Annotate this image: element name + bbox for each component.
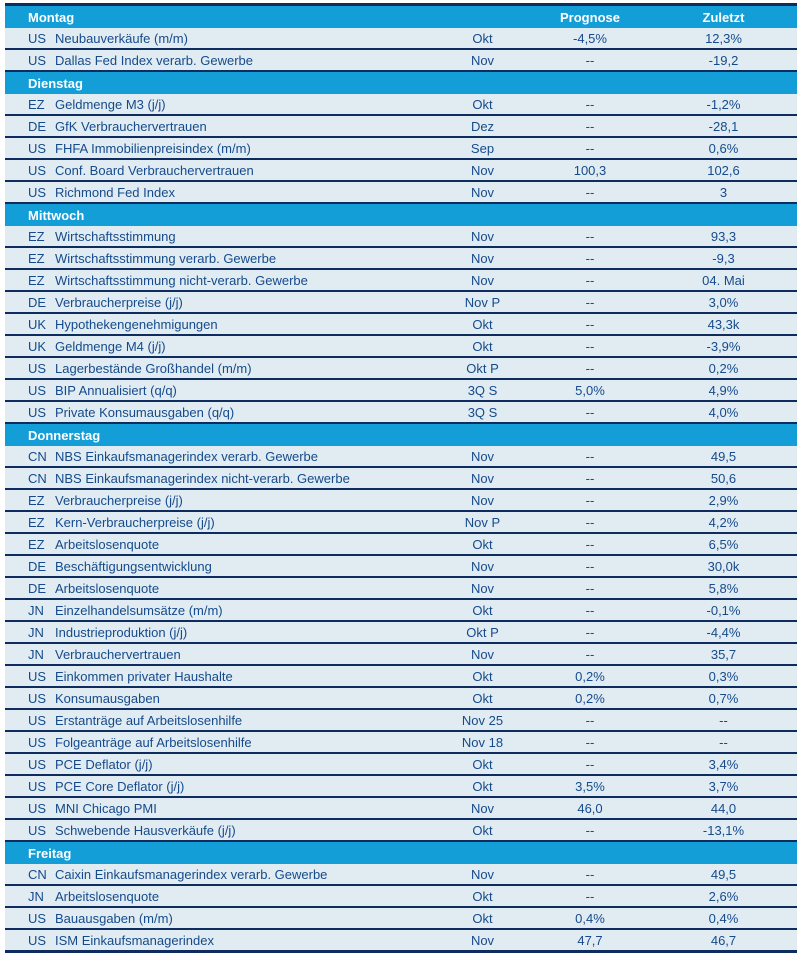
- table-row: [5, 50, 797, 72]
- forecast-cell: --: [585, 822, 595, 838]
- table-row: [5, 28, 797, 50]
- period-cell: Nov: [470, 558, 495, 574]
- last-cell: -3,9%: [706, 338, 741, 354]
- table-row: [5, 380, 797, 402]
- indicator-name: Einzelhandelsumsätze (m/m): [55, 602, 223, 618]
- forecast-cell: --: [585, 96, 595, 112]
- period-cell: Nov: [470, 162, 495, 178]
- forecast-cell: --: [585, 712, 595, 728]
- forecast-cell: --: [585, 118, 595, 134]
- indicator-name: NBS Einkaufsmanagerindex verarb. Gewerbe: [55, 448, 319, 464]
- country-code: DE: [28, 118, 47, 134]
- last-cell: 102,6: [707, 162, 740, 178]
- period-cell: Nov: [470, 184, 495, 200]
- day-label: Mittwoch: [28, 207, 85, 223]
- country-code: US: [28, 712, 47, 728]
- table-row: [5, 578, 797, 600]
- country-code: US: [28, 932, 47, 948]
- indicator-name: Arbeitslosenquote: [55, 580, 160, 596]
- country-code: US: [28, 910, 47, 926]
- indicator-name: ISM Einkaufsmanagerindex: [55, 932, 214, 948]
- forecast-cell: --: [585, 602, 595, 618]
- forecast-cell: 0,2%: [575, 690, 605, 706]
- table-row: [5, 446, 797, 468]
- forecast-cell: --: [585, 866, 595, 882]
- country-code: CN: [28, 866, 47, 882]
- indicator-name: Beschäftigungsentwicklung: [55, 558, 212, 574]
- period-cell: Dez: [470, 118, 495, 134]
- forecast-cell: 47,7: [577, 932, 603, 948]
- period-cell: Nov 18: [461, 734, 504, 750]
- table-row: [5, 94, 797, 116]
- period-cell: Nov: [470, 866, 495, 882]
- forecast-cell: 3,5%: [575, 778, 605, 794]
- indicator-name: PCE Deflator (j/j): [55, 756, 153, 772]
- country-code: US: [28, 668, 47, 684]
- table-row: [5, 358, 797, 380]
- last-cell: 0,7%: [708, 690, 739, 706]
- last-cell: 0,4%: [708, 910, 739, 926]
- indicator-name: Erstanträge auf Arbeitslosenhilfe: [55, 712, 243, 728]
- table-row: [5, 732, 797, 754]
- indicator-name: Einkommen privater Haushalte: [55, 668, 233, 684]
- period-cell: Nov P: [464, 294, 501, 310]
- period-cell: Okt: [472, 690, 493, 706]
- forecast-cell: --: [585, 184, 595, 200]
- indicator-name: Dallas Fed Index verarb. Gewerbe: [55, 52, 253, 68]
- table-row: [5, 512, 797, 534]
- forecast-cell: --: [585, 536, 595, 552]
- country-code: CN: [28, 470, 47, 486]
- country-code: DE: [28, 580, 47, 596]
- table-row: [5, 644, 797, 666]
- indicator-name: Caixin Einkaufsmanagerindex verarb. Gewerbe: [55, 866, 328, 882]
- table-row: [5, 292, 797, 314]
- forecast-cell: --: [585, 492, 595, 508]
- period-cell: Nov P: [464, 514, 501, 530]
- last-cell: 46,7: [710, 932, 737, 948]
- period-cell: Nov: [470, 492, 495, 508]
- period-cell: Okt: [472, 96, 493, 112]
- table-row: [5, 820, 797, 842]
- table-row: [5, 534, 797, 556]
- day-label: Freitag: [28, 845, 72, 861]
- day-section-header: [5, 842, 797, 864]
- day-section-header: [5, 204, 797, 226]
- country-code: US: [28, 162, 47, 178]
- forecast-cell: --: [585, 272, 595, 288]
- last-cell: 2,9%: [708, 492, 739, 508]
- period-cell: Nov 25: [461, 712, 504, 728]
- country-code: US: [28, 30, 47, 46]
- indicator-name: Industrieproduktion (j/j): [55, 624, 188, 640]
- indicator-name: Conf. Board Verbrauchervertrauen: [55, 162, 254, 178]
- country-code: US: [28, 690, 47, 706]
- indicator-name: Wirtschaftsstimmung nicht-verarb. Gewerbe: [55, 272, 308, 288]
- table-row: [5, 930, 797, 952]
- last-cell: 6,5%: [708, 536, 739, 552]
- forecast-cell: 0,2%: [575, 668, 605, 684]
- table-row: [5, 270, 797, 292]
- forecast-cell: -4,5%: [573, 30, 607, 46]
- period-cell: Nov: [470, 448, 495, 464]
- period-cell: Okt: [472, 602, 493, 618]
- forecast-cell: --: [585, 360, 595, 376]
- table-row: [5, 336, 797, 358]
- last-cell: -13,1%: [702, 822, 745, 838]
- country-code: JN: [28, 624, 44, 640]
- table-row: [5, 490, 797, 512]
- period-cell: Nov: [470, 250, 495, 266]
- country-code: US: [28, 184, 47, 200]
- last-cell: -28,1: [708, 118, 739, 134]
- table-row: [5, 314, 797, 336]
- period-cell: 3Q S: [467, 382, 498, 398]
- indicator-name: Geldmenge M3 (j/j): [55, 96, 166, 112]
- period-cell: Sep: [470, 140, 495, 156]
- forecast-cell: --: [585, 294, 595, 310]
- indicator-name: BIP Annualisiert (q/q): [55, 382, 177, 398]
- last-cell: 0,2%: [708, 360, 739, 376]
- table-row: [5, 666, 797, 688]
- period-cell: Nov: [470, 470, 495, 486]
- table-row: [5, 138, 797, 160]
- forecast-cell: --: [585, 404, 595, 420]
- day-label: Montag: [28, 9, 75, 25]
- forecast-cell: --: [585, 316, 595, 332]
- period-cell: Okt: [472, 910, 493, 926]
- last-cell: 0,3%: [708, 668, 739, 684]
- country-code: DE: [28, 558, 47, 574]
- last-cell: 93,3: [710, 228, 737, 244]
- indicator-name: Geldmenge M4 (j/j): [55, 338, 166, 354]
- last-cell: 4,0%: [708, 404, 739, 420]
- period-cell: 3Q S: [467, 404, 498, 420]
- country-code: EZ: [28, 250, 45, 266]
- forecast-cell: --: [585, 514, 595, 530]
- forecast-cell: 0,4%: [575, 910, 605, 926]
- last-cell: 3,4%: [708, 756, 739, 772]
- last-cell: -1,2%: [706, 96, 741, 112]
- period-cell: Okt: [472, 756, 493, 772]
- indicator-name: Folgeanträge auf Arbeitslosenhilfe: [55, 734, 252, 750]
- indicator-name: Kern-Verbraucherpreise (j/j): [55, 514, 215, 530]
- last-cell: --: [719, 734, 728, 750]
- table-row: [5, 160, 797, 182]
- table-row: [5, 864, 797, 886]
- indicator-name: NBS Einkaufsmanagerindex nicht-verarb. Gewerbe: [55, 470, 350, 486]
- day-label: Dienstag: [28, 75, 83, 91]
- last-cell: 12,3%: [705, 30, 742, 46]
- forecast-cell: --: [585, 558, 595, 574]
- last-cell: 3: [719, 184, 728, 200]
- last-cell: -4,4%: [706, 624, 741, 640]
- last-cell: 04. Mai: [702, 272, 745, 288]
- country-code: EZ: [28, 228, 45, 244]
- table-row: [5, 688, 797, 710]
- last-cell: 4,9%: [708, 382, 739, 398]
- forecast-cell: --: [585, 140, 595, 156]
- country-code: US: [28, 360, 47, 376]
- last-cell: 30,0k: [707, 558, 740, 574]
- table-row: [5, 622, 797, 644]
- forecast-column-header: Prognose: [560, 9, 620, 25]
- country-code: EZ: [28, 492, 45, 508]
- indicator-name: Arbeitslosenquote: [55, 888, 160, 904]
- forecast-cell: --: [585, 756, 595, 772]
- indicator-name: Neubauverkäufe (m/m): [55, 30, 188, 46]
- forecast-cell: --: [585, 470, 595, 486]
- indicator-name: FHFA Immobilienpreisindex (m/m): [55, 140, 251, 156]
- period-cell: Nov: [470, 580, 495, 596]
- forecast-cell: --: [585, 888, 595, 904]
- period-cell: Okt: [472, 536, 493, 552]
- country-code: EZ: [28, 272, 45, 288]
- country-code: US: [28, 822, 47, 838]
- period-cell: Okt: [472, 822, 493, 838]
- table-row: [5, 182, 797, 204]
- forecast-cell: --: [585, 580, 595, 596]
- forecast-cell: --: [585, 338, 595, 354]
- period-cell: Okt P: [466, 360, 499, 376]
- forecast-cell: --: [585, 734, 595, 750]
- last-cell: -19,2: [708, 52, 739, 68]
- country-code: JN: [28, 646, 44, 662]
- country-code: UK: [28, 338, 47, 354]
- last-cell: 49,5: [710, 448, 737, 464]
- table-row: [5, 468, 797, 490]
- indicator-name: Richmond Fed Index: [55, 184, 175, 200]
- last-cell: 35,7: [710, 646, 737, 662]
- period-cell: Nov: [470, 52, 495, 68]
- day-section-header: [5, 6, 797, 28]
- last-cell: 4,2%: [708, 514, 739, 530]
- country-code: EZ: [28, 536, 45, 552]
- forecast-cell: 46,0: [577, 800, 603, 816]
- forecast-cell: --: [585, 624, 595, 640]
- period-cell: Okt: [472, 316, 493, 332]
- indicator-name: Konsumausgaben: [55, 690, 160, 706]
- period-cell: Okt: [472, 888, 493, 904]
- table-row: [5, 710, 797, 732]
- indicator-name: Schwebende Hausverkäufe (j/j): [55, 822, 236, 838]
- last-cell: -9,3: [712, 250, 735, 266]
- table-row: [5, 776, 797, 798]
- last-cell: --: [719, 712, 728, 728]
- day-section-header: [5, 424, 797, 446]
- last-column-header: Zuletzt: [702, 9, 745, 25]
- forecast-cell: --: [585, 448, 595, 464]
- forecast-cell: 5,0%: [575, 382, 605, 398]
- period-cell: Okt: [472, 668, 493, 684]
- table-row: [5, 600, 797, 622]
- country-code: US: [28, 52, 47, 68]
- country-code: US: [28, 382, 47, 398]
- last-cell: -0,1%: [706, 602, 741, 618]
- table-row: [5, 226, 797, 248]
- last-cell: 43,3k: [707, 316, 740, 332]
- economic-calendar-table: [5, 3, 797, 953]
- last-cell: 44,0: [710, 800, 737, 816]
- period-cell: Okt: [472, 778, 493, 794]
- country-code: US: [28, 734, 47, 750]
- country-code: UK: [28, 316, 47, 332]
- last-cell: 3,0%: [708, 294, 739, 310]
- last-cell: 0,6%: [708, 140, 739, 156]
- indicator-name: Verbraucherpreise (j/j): [55, 492, 183, 508]
- period-cell: Nov: [470, 646, 495, 662]
- indicator-name: Private Konsumausgaben (q/q): [55, 404, 235, 420]
- country-code: US: [28, 800, 47, 816]
- country-code: CN: [28, 448, 47, 464]
- indicator-name: MNI Chicago PMI: [55, 800, 157, 816]
- table-row: [5, 556, 797, 578]
- period-cell: Okt: [472, 30, 493, 46]
- indicator-name: GfK Verbrauchervertrauen: [55, 118, 207, 134]
- indicator-name: Verbraucherpreise (j/j): [55, 294, 183, 310]
- forecast-cell: 100,3: [573, 162, 607, 178]
- table-row: [5, 886, 797, 908]
- last-cell: 2,6%: [708, 888, 739, 904]
- table-row: [5, 798, 797, 820]
- table-row: [5, 754, 797, 776]
- country-code: US: [28, 778, 47, 794]
- indicator-name: Wirtschaftsstimmung: [55, 228, 176, 244]
- table-row: [5, 908, 797, 930]
- period-cell: Nov: [470, 228, 495, 244]
- table-row: [5, 116, 797, 138]
- forecast-cell: --: [585, 250, 595, 266]
- period-cell: Okt: [472, 338, 493, 354]
- country-code: DE: [28, 294, 47, 310]
- indicator-name: Bauausgaben (m/m): [55, 910, 173, 926]
- period-cell: Nov: [470, 272, 495, 288]
- last-cell: 50,6: [710, 470, 737, 486]
- indicator-name: Verbrauchervertrauen: [55, 646, 181, 662]
- country-code: EZ: [28, 96, 45, 112]
- period-cell: Nov: [470, 932, 495, 948]
- table-row: [5, 248, 797, 270]
- country-code: US: [28, 404, 47, 420]
- country-code: US: [28, 756, 47, 772]
- day-label: Donnerstag: [28, 427, 101, 443]
- country-code: JN: [28, 888, 44, 904]
- day-section-header: [5, 72, 797, 94]
- indicator-name: Hypothekengenehmigungen: [55, 316, 218, 332]
- table-row: [5, 402, 797, 424]
- country-code: EZ: [28, 514, 45, 530]
- forecast-cell: --: [585, 646, 595, 662]
- indicator-name: Wirtschaftsstimmung verarb. Gewerbe: [55, 250, 277, 266]
- indicator-name: Arbeitslosenquote: [55, 536, 160, 552]
- indicator-name: PCE Core Deflator (j/j): [55, 778, 185, 794]
- forecast-cell: --: [585, 52, 595, 68]
- forecast-cell: --: [585, 228, 595, 244]
- last-cell: 5,8%: [708, 580, 739, 596]
- country-code: JN: [28, 602, 44, 618]
- period-cell: Okt P: [466, 624, 499, 640]
- indicator-name: Lagerbestände Großhandel (m/m): [55, 360, 252, 376]
- period-cell: Nov: [470, 800, 495, 816]
- last-cell: 49,5: [710, 866, 737, 882]
- last-cell: 3,7%: [708, 778, 739, 794]
- country-code: US: [28, 140, 47, 156]
